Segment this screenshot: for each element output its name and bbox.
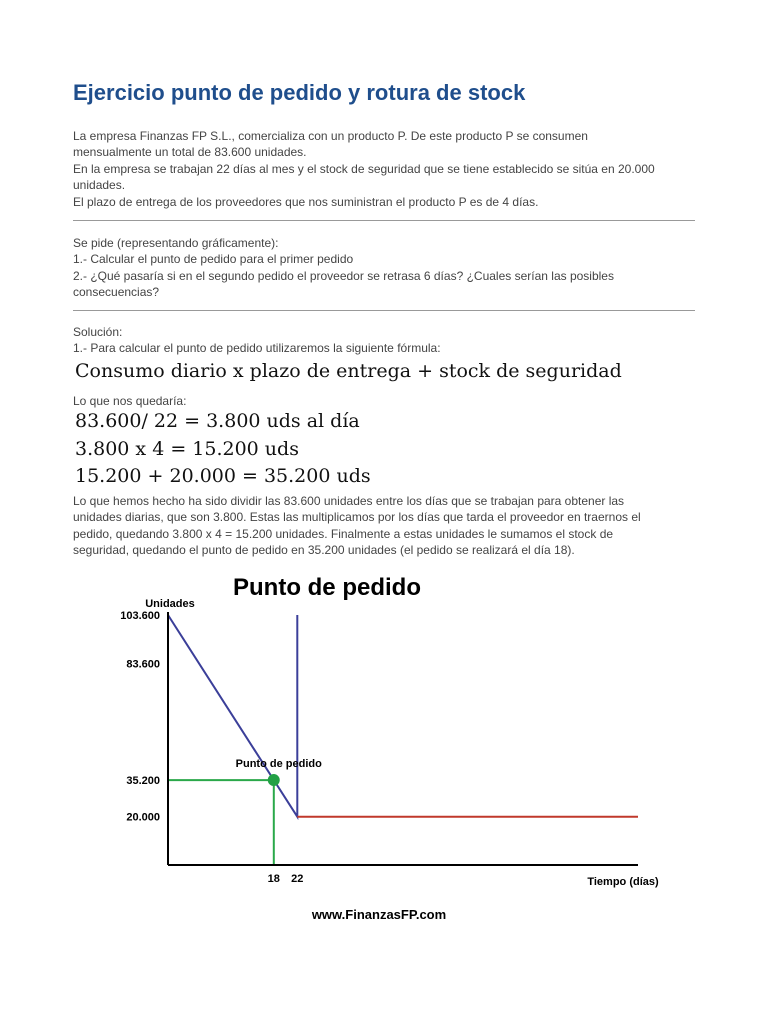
calculation-line: 83.600/ 22 = 3.800 uds al día: [75, 410, 360, 432]
result-intro: [73, 393, 695, 409]
reorder-point-chart: [78, 568, 668, 928]
y-tick-label: 20.000: [126, 811, 160, 824]
text-line: unidades diarias, que son 3.800. Estas las multiplicamos por los días que tarda el proveedor en traernos el: [73, 510, 641, 525]
text-line: 1.- Para calcular el punto de pedido utilizaremos la siguiente fórmula:: [73, 341, 441, 356]
text-line: seguridad, quedando el punto de pedido en 35.200 unidades (el pedido se realizará el día 18).: [73, 543, 575, 558]
explanation-paragraph: [73, 493, 695, 559]
question-paragraph: [73, 235, 695, 301]
solution-paragraph: [73, 324, 695, 357]
series-line-2: [168, 780, 274, 865]
chart-footer: www.FinanzasFP.com: [311, 907, 447, 922]
text-line: El plazo de entrega de los proveedores que nos suministran el producto P es de 4 días.: [73, 194, 539, 209]
formula: Consumo diario x plazo de entrega + stock de seguridad: [75, 360, 622, 382]
divider: [73, 310, 695, 311]
text-line: 1.- Calcular el punto de pedido para el primer pedido: [73, 252, 354, 267]
y-axis-label: Unidades: [145, 598, 195, 610]
text-line: Lo que nos quedaría:: [73, 394, 187, 408]
chart-title: Punto de pedido: [233, 574, 421, 601]
divider: [73, 220, 695, 221]
x-tick-label: 22: [291, 873, 304, 885]
page-title: Ejercicio punto de pedido y rotura de stock: [73, 80, 526, 105]
text-line: En la empresa se trabajan 22 días al mes y el stock de seguridad que se tiene establecido se sitúa en 20.000: [73, 161, 655, 176]
y-tick-label: 35.200: [126, 775, 160, 788]
y-tick-label: 103.600: [120, 610, 160, 622]
reorder-point-annotation: Punto de pedido: [235, 758, 322, 771]
text-line: Solución:: [73, 325, 123, 339]
x-axis-label: Tiempo (días): [587, 876, 659, 888]
text-line: La empresa Finanzas FP S.L., comercializa con un producto P. De este producto P se consumen: [73, 129, 588, 143]
text-line: Lo que hemos hecho ha sido dividir las 83.600 unidades entre los días que se trabajan para obtener las: [73, 494, 625, 508]
calculation-line: 15.200 + 20.000 = 35.200 uds: [75, 465, 371, 487]
text-line: 2.- ¿Qué pasaría si en el segundo pedido el proveedor se retrasa 6 días? ¿Cuales serían las posibles: [73, 268, 614, 283]
text-line: mensualmente un total de 83.600 unidades.: [73, 145, 307, 160]
intro-paragraph: [73, 128, 695, 210]
calculation-line: 3.800 x 4 = 15.200 uds: [75, 438, 299, 460]
text-line: pedido, quedando 3.800 x 4 = 15.200 unidades. Finalmente a estas unidades le sumamos el stock de: [73, 526, 614, 541]
text-line: unidades.: [73, 178, 126, 193]
x-tick-label: 18: [267, 873, 280, 885]
series-line-0: [168, 615, 297, 817]
text-line: Se pide (representando gráficamente):: [73, 236, 279, 250]
y-tick-label: 83.600: [126, 658, 160, 671]
reorder-point-marker: [268, 774, 280, 786]
chart-svg: [78, 568, 668, 928]
text-line: consecuencias?: [73, 285, 160, 300]
